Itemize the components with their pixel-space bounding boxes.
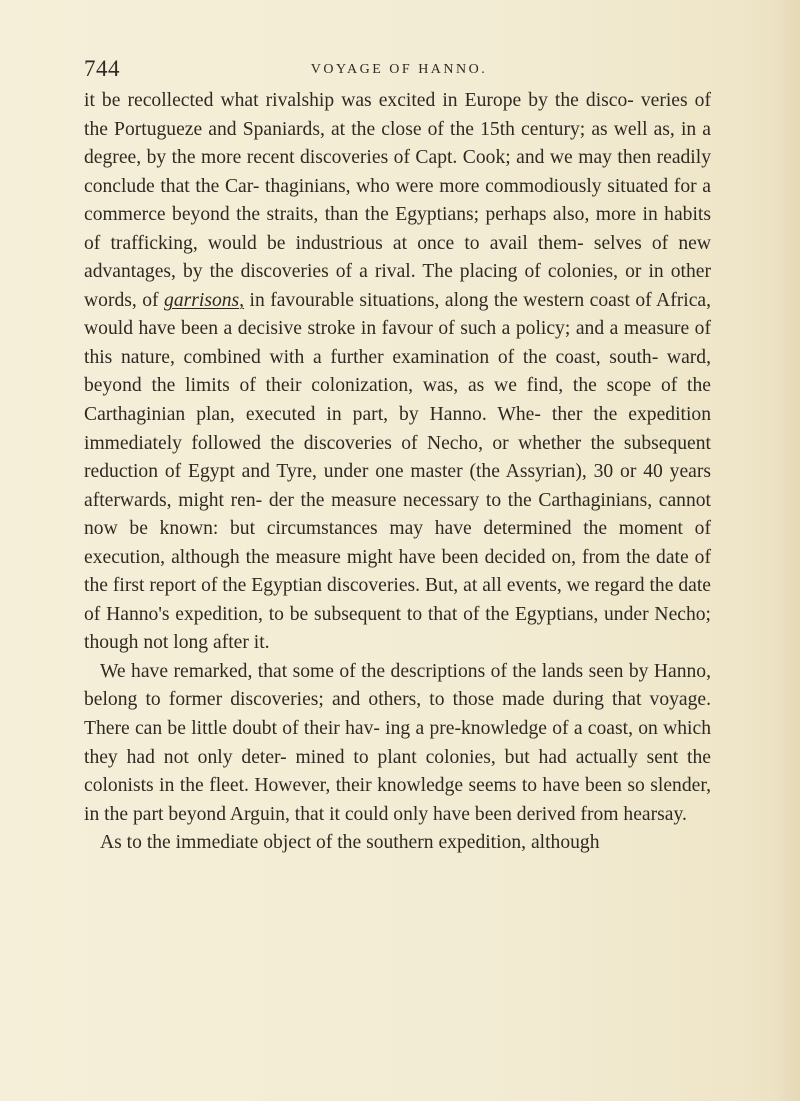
paragraph: As to the immediate object of the southern expedition, although	[100, 832, 600, 854]
paragraph: We have remarked, that some of the descriptions of the lands seen by Hanno, belong to former discoveries; and others, to those made during that voyage. There can be little doubt of their hav- ing a pre-knowledge of a coast, on which they had not only deter- mined to plant colonies, but had actually sent the colonists in the fleet. However, their knowledge seems to have been so slender, in the part beyond Arguin, that it could only have been derived from hearsay.	[84, 660, 711, 825]
italic-term: garrisons,	[164, 289, 245, 311]
page-number: 744	[84, 56, 120, 81]
paragraph-text: it be recollected what rivalship was excited in Europe by the disco- veries of the Portugueze and Spaniards, at the close of the 15th century; as well as, in a degree, by the more recent discoveries of Capt. Cook; and we may then readily conclude that the Car- thaginians, who were more commodiously situated for a commerce beyond the straits, than the Egyptians; perhaps also, more in habits of trafficking, would be industrious at once to avail them- selves of new advantages, by the discoveries of a rival. The placing of colonies, or in other words, of	[84, 90, 711, 311]
page-header	[84, 56, 714, 86]
body-text	[84, 87, 711, 858]
page-edge-shadow	[778, 0, 800, 1101]
paragraph	[84, 87, 711, 658]
paragraph-text: in favourable situations, along the western coast of Africa, would have been a decisive stroke in favour of such a policy; and a measure of this nature, combined with a further examination of the coast, south- ward, beyond the limits of their colonization, was, as we find, the scope of the Carthaginian plan, executed in part, by Hanno. Whe- ther the expedition immediately followed the discoveries of Necho, or whether the subsequent reduction of Egypt and Tyre, under one master (the Assyrian), 30 or 40 years afterwards, might ren- der the measure necessary to the Carthaginians, cannot now be known: but circumstances may have determined the moment of execution, although the measure might have been decided on, from the date of the first report of the Egyptian discoveries. But, at all events, we regard the date of Hanno's expedition, to be subsequent to that of the Egyptians, under Necho; though not long after it.	[84, 289, 711, 654]
running-head: VOYAGE OF HANNO.	[310, 62, 488, 77]
